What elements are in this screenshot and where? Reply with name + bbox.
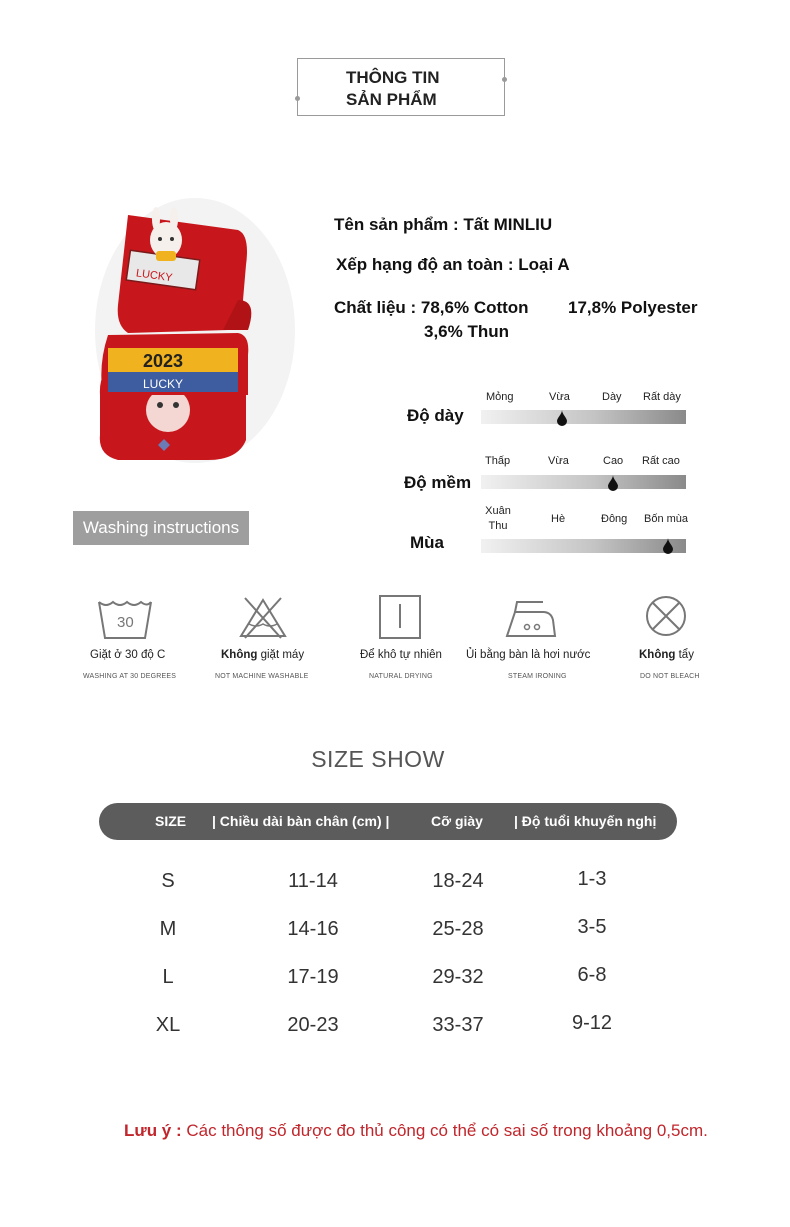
- table-cell: 14-16: [287, 918, 339, 940]
- header-shoe-size: Cỡ giày: [431, 813, 483, 829]
- section-title-box: [297, 58, 505, 116]
- no-bleach-icon: [638, 594, 694, 642]
- table-cell: 3-5: [577, 916, 607, 938]
- scale-tick: Xuân Thu: [485, 505, 511, 532]
- box-corner-dot: [502, 77, 507, 82]
- table-cell: 9-12: [571, 1012, 613, 1034]
- table-cell: 25-28: [432, 918, 484, 940]
- steam-iron-icon: [503, 594, 559, 642]
- title-rest: tẩy: [675, 649, 694, 661]
- table-cell: M: [159, 918, 177, 940]
- softness-level-drop-icon: [607, 475, 619, 491]
- table-cell: 33-37: [432, 1014, 484, 1036]
- product-name: Tên sản phẩm : Tất MINLIU: [334, 215, 553, 234]
- box-corner-dot: [295, 96, 300, 101]
- title-line-1: THÔNG TIN: [346, 68, 440, 87]
- header-size: SIZE: [155, 813, 187, 829]
- table-cell: 11-14: [288, 870, 338, 892]
- season-label: Mùa: [410, 533, 444, 552]
- no-bleach-title: [639, 649, 694, 661]
- wash-30-subtitle: WASHING AT 30 DEGREES: [83, 673, 177, 680]
- season-level-drop-icon: [662, 538, 674, 554]
- table-cell: XL: [155, 1014, 181, 1036]
- sock-lucky-text: LUCKY: [135, 267, 174, 285]
- washing-instructions-label: Washing instructions: [73, 511, 249, 545]
- steam-iron-title: Ủi bằng bàn là hơi nước: [466, 649, 591, 661]
- product-material-thun: 3,6% Thun: [424, 322, 510, 341]
- thickness-level-drop-icon: [556, 410, 568, 426]
- title-line-2: SẢN PHẨM: [346, 90, 437, 109]
- table-cell: 6-8: [577, 964, 607, 986]
- title-bold: Không: [639, 649, 676, 661]
- table-cell: 20-23: [287, 1014, 339, 1036]
- size-show-title: SIZE SHOW: [311, 746, 445, 772]
- wash-temperature-text: 30: [117, 614, 134, 631]
- note-text: Các thông số được đo thủ công có thể có sai số trong khoảng 0,5cm.: [181, 1121, 708, 1140]
- table-cell: 18-24: [432, 870, 484, 892]
- no-bleach-subtitle: DO NOT BLEACH: [640, 673, 700, 680]
- table-cell: L: [162, 966, 174, 988]
- softness-label: Độ mềm: [404, 473, 472, 492]
- scale-tick: Cao: [603, 455, 624, 467]
- steam-iron-subtitle: STEAM IRONING: [508, 673, 567, 680]
- season-scale-bar: [481, 539, 686, 553]
- scale-tick: Vừa: [548, 455, 569, 467]
- measurement-note: [124, 1121, 708, 1141]
- header-foot-length: | Chiều dài bàn chân (cm) |: [212, 813, 390, 829]
- table-cell: 17-19: [287, 966, 339, 988]
- softness-scale-bar: [481, 475, 686, 489]
- no-machine-wash-icon: [235, 594, 291, 642]
- table-cell: 1-3: [577, 868, 607, 890]
- section-title: [346, 67, 440, 111]
- scale-tick: Bốn mùa: [644, 513, 689, 525]
- wash-30-title: Giặt ở 30 độ C: [90, 649, 166, 661]
- product-material-polyester: 17,8% Polyester: [568, 298, 698, 317]
- sock-lucky-text-2: LUCKY: [143, 377, 184, 391]
- natural-dry-icon: [372, 594, 428, 642]
- scale-tick: Thấp: [485, 455, 511, 467]
- scale-tick: Rất cao: [642, 455, 680, 467]
- product-material: Chất liệu : 78,6% Cotton: [334, 298, 529, 317]
- scale-tick: Vừa: [549, 391, 570, 403]
- natural-dry-subtitle: NATURAL DRYING: [369, 673, 433, 680]
- title-bold: Không: [221, 649, 258, 661]
- no-machine-wash-title: [221, 649, 304, 661]
- natural-dry-title: Để khô tự nhiên: [360, 649, 442, 661]
- scale-tick: Đông: [601, 513, 628, 525]
- note-label: Lưu ý :: [124, 1121, 182, 1140]
- product-safety-rating: Xếp hạng độ an toàn : Loại A: [336, 255, 570, 274]
- title-rest: giặt máy: [257, 649, 305, 661]
- thickness-label: Độ dày: [407, 406, 464, 425]
- scale-tick: Mỏng: [486, 391, 514, 403]
- table-cell: S: [161, 870, 175, 892]
- scale-tick: Rất dày: [643, 391, 681, 403]
- wash-30-icon: [97, 594, 153, 642]
- sock-year-text: 2023: [143, 351, 184, 371]
- table-cell: 29-32: [432, 966, 484, 988]
- no-machine-wash-subtitle: NOT MACHINE WASHABLE: [215, 673, 309, 680]
- scale-tick: Dày: [602, 391, 622, 403]
- header-age: | Độ tuổi khuyến nghị: [514, 813, 657, 829]
- thickness-scale-bar: [481, 410, 686, 424]
- scale-tick: Hè: [551, 513, 566, 525]
- socks-product-image: [88, 205, 258, 465]
